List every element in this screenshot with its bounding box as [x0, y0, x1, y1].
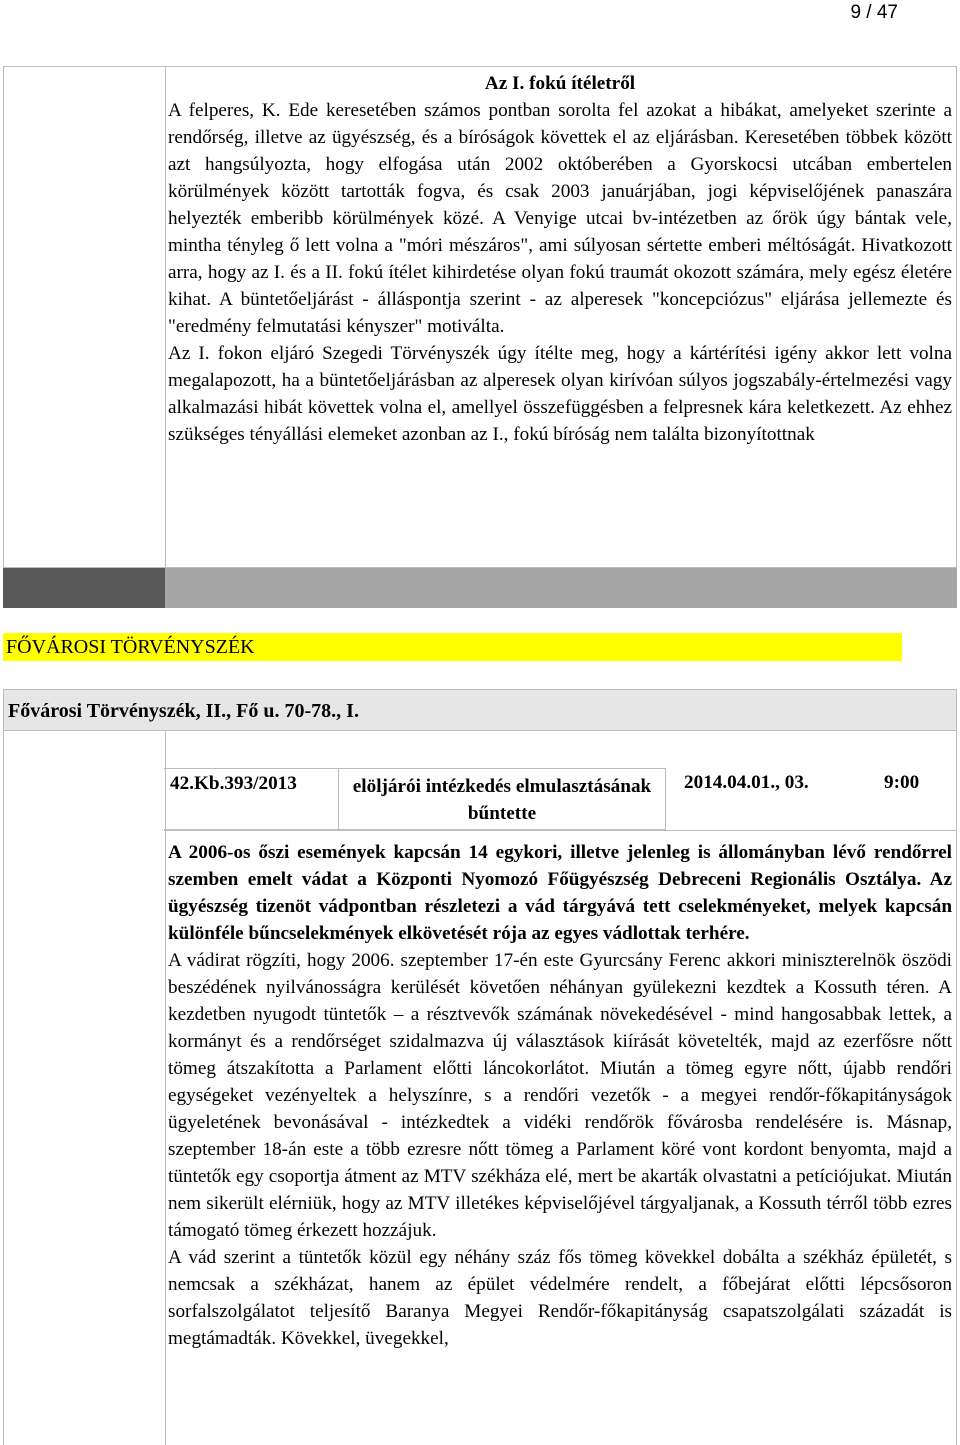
left-column — [4, 731, 166, 1445]
separator-bar — [3, 568, 957, 608]
case-date: 2014.04.01., 03. — [684, 772, 809, 793]
case-time: 9:00 — [884, 772, 920, 793]
paragraph: A vádirat rögzíti, hogy 2006. szeptember 17-én este Gyurcsány Ferenc akkori miniszterelnök öszödi beszédének nyilvánosságra kerülését követően néhányan gyülekezni kezdtek a Kossuth téren. A kezdetben nyugodt tüntetők – a résztvevők számának növekedésével - mind hangosabbak lettek, a kormányt és a rendőrséget szidalmazva új választások kiírását követelték, majd az ezerfősre nőtt tömeg átszakította a Parlament előtti láncokorlátot. Miután a tömeg egyre nőtt, újabb rendőri egységeket vezényeltek a helyszínre, s a rendőri vezetők - a megyei rendőr-főkapitányságok ügyeletének bevonásával - intézkedtek a vidéki rendőrök fővárosba rendelésére is. Másnap, szeptember 18-án este a több ezresre nőtt tömeg a Parlament köré vont kordont benyomta, majd a tüntetők egy csoportja átment az MTV székháza elé, mert be akarták olvastatni a petíciójukat. Miután nem sikerült elérniük, hogy az MTV illetékes képviselőjével tárgyaljanak, a Kossuth térről több ezres támogató tömeg érkezett hozzájuk. — [168, 950, 952, 1241]
separator-bar-dark — [3, 568, 165, 608]
court-address: Fővárosi Törvényszék, II., Fő u. 70-78., I. — [3, 689, 957, 731]
paragraph: A vád szerint a tüntetők közül egy néhány száz fős tömeg kövekkel dobálta a székház épületét, s nemcsak a székházat, hanem az épület védelmére rendelt, a főbejárat előtti lépcsősoron sorfalszolgálatot teljesítő Baranya Megyei Rendőr-főkapitányság csapatszolgálati századát is megtámadták. Kövekkel, üvegekkel, — [168, 1247, 952, 1349]
case-charge: elöljárói intézkedés elmulasztásának bűntette — [339, 768, 666, 830]
page-number: 9 / 47 — [850, 2, 898, 23]
case-lead: A 2006-os őszi események kapcsán 14 egykori, illetve jelenleg is állományban lévő rendőrrel szemben emelt vádat a Központi Nyomozó Főügyészség Debreceni Regionális Osztálya. Az ügyészség tizenöt vádpontban részletezi a vád tárgyává tett cselekményeket, melyek kapcsán különféle bűncselekmények elkövetését rója az egyes vádlottak terhére. — [168, 842, 952, 944]
section-title: Az I. fokú ítéletről — [484, 73, 636, 94]
left-column — [4, 67, 166, 567]
section1-content — [168, 70, 952, 448]
paragraph: Az I. fokon eljáró Szegedi Törvényszék úgy ítélte meg, hogy a kártérítési igény akkor lett volna megalapozott, ha a büntetőeljárásban az alperesek olyan kirívóan súlyos jogszabály-értelmezési vagy alkalmazási hibát követtek volna el, amellyel összefüggésben a felpresnek kára keletkezett. Az ehhez szükséges tényállási elemeket azonban az I., fokú bíróság nem találta bizonyítottnak — [168, 343, 952, 445]
case-datetime — [666, 768, 957, 830]
case-number: 42.Kb.393/2013 — [164, 768, 339, 830]
divider — [164, 830, 957, 831]
paragraph: A felperes, K. Ede keresetében számos pontban sorolta fel azokat a hibákat, amelyeket szerinte a rendőrség, illetve az ügyészség, és a bíróságok követtek el az eljárásban. Keresetében többek között azt hangsúlyozta, hogy elfogása után 2002 októberében a Gyorskocsi utcában embertelen körülmények között tartották fogva, és csak 2003 januárjában, jogi képviselőjének panaszára helyezték emberibb körülmények közé. A Venyige utcai bv-intézetben az őrök úgy bántak vele, mintha tényleg ő lett volna a "móri mészáros", ami súlyosan sértette emberi méltóságát. Hivatkozott arra, hogy az I. és a II. fokú ítélet kihirdetése olyan fokú traumát okozott számára, mely egész életére kihat. A büntetőeljárást - álláspontja szerint - az alperesek "koncepciózus" eljárása jellemezte és "eredmény felmutatási kényszer" motiválta. — [168, 100, 952, 337]
case-description — [168, 839, 952, 1352]
court-name: FŐVÁROSI TÖRVÉNYSZÉK — [3, 633, 902, 661]
